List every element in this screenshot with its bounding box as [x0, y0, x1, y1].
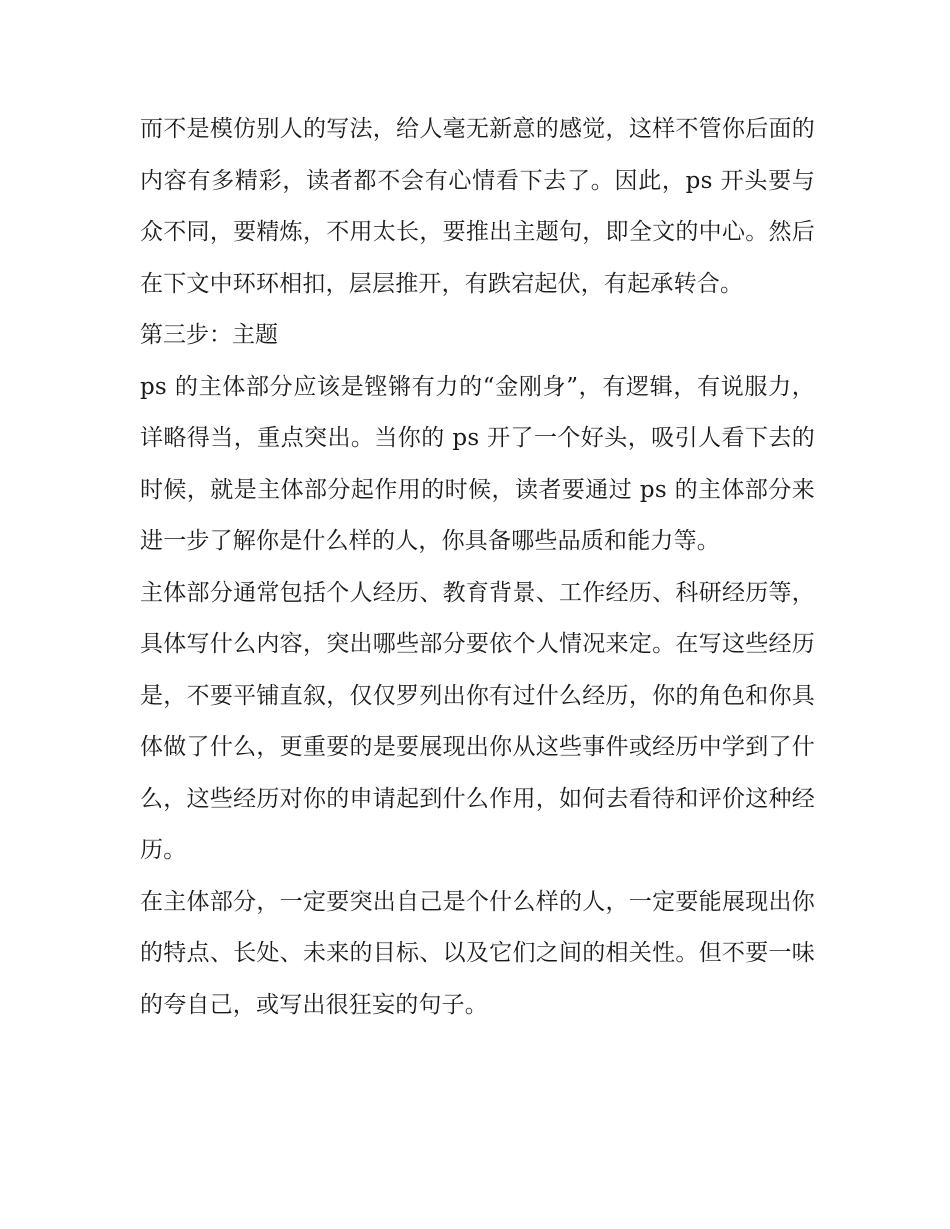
paragraph-body-contents: 主体部分通常包括个人经历、教育背景、工作经历、科研经历等，具体写什么内容，突出哪些部分要依个人情况来定。在写这些经历是，不要平铺直叙，仅仅罗列出你有过什么经历，你的角色和你具体做了什么，更重要的是要展现出你从这些事件或经历中学到了什么，这些经历对你的申请起到什么作用，如何去看待和评价这种经历。: [140, 579, 815, 863]
document-body: [140, 104, 815, 1031]
paragraph-body-overview: ps 的主体部分应该是铿锵有力的“金刚身”，有逻辑，有说服力，详略得当，重点突出。当你的 ps 开了一个好头，吸引人看下去的时候，就是主体部分起作用的时候，读者要通过 ps 的主体部分来进一步了解你是什么样的人，你具备哪些品质和能力等。: [140, 373, 815, 554]
paragraph-body-self-presentation: 在主体部分，一定要突出自己是个什么样的人，一定要能展现出你的特点、长处、未来的目标、以及它们之间的相关性。但不要一味的夸自己，或写出很狂妄的句子。: [140, 888, 815, 1018]
section-heading-step-three: 第三步：主题: [140, 322, 278, 348]
paragraph-opening-advice: 而不是模仿别人的写法，给人毫无新意的感觉，这样不管你后面的内容有多精彩，读者都不会有心情看下去了。因此，ps 开头要与众不同，要精炼，不用太长，要推出主题句，即全文的中心。然后在下文中环环相扣，层层推开，有跌宕起伏，有起承转合。: [140, 116, 815, 297]
